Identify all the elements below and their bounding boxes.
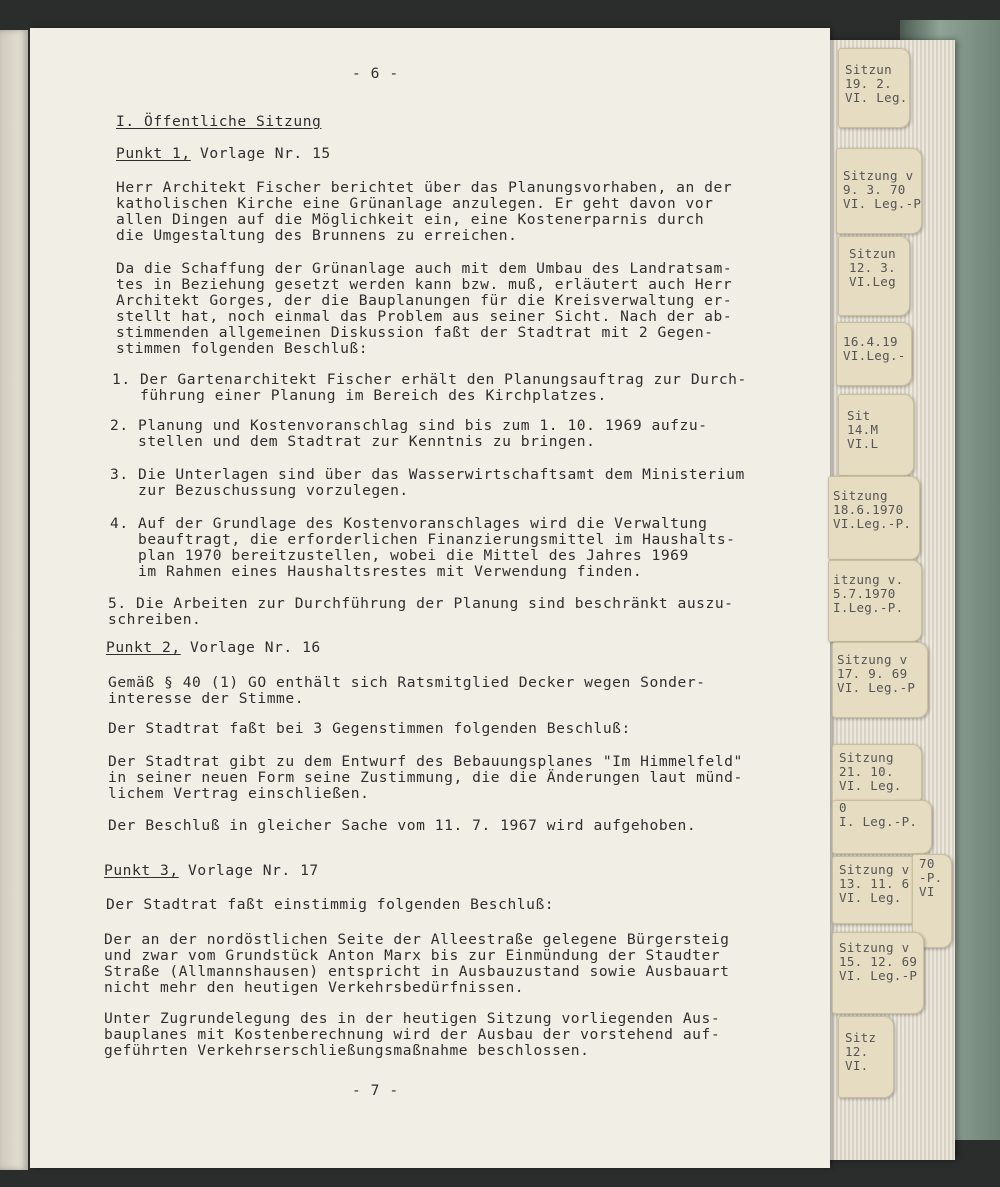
list-item-1-line: führung einer Planung im Bereich des Kirchplatzes. — [112, 387, 607, 404]
list-item-5-line: schreiben. — [108, 611, 202, 628]
list-item-4-line: plan 1970 bereitzustellen, wobei die Mittel des Jahres 1969 — [110, 547, 689, 564]
list-item-3-line: 3. Die Unterlagen sind über das Wasserwirtschaftsamt dem Ministerium — [110, 466, 745, 483]
text-line: tes in Beziehung gesetzt werden kann bzw. muß, erläutert auch Herr — [116, 276, 733, 293]
index-tab[interactable]: Sitzung 21. 10. VI. Leg. — [832, 744, 922, 806]
text-line: in seiner neuen Form seine Zustimmung, die die Änderungen laut münd- — [108, 769, 743, 786]
text-line: Herr Architekt Fischer berichtet über das Planungsvorhaben, an der — [116, 179, 733, 196]
text-line: Der Stadtrat gibt zu dem Entwurf des Bebauungsplanes "Im Himmelfeld" — [108, 753, 743, 770]
punkt-3-heading — [104, 863, 319, 879]
text-line: Gemäß § 40 (1) GO enthält sich Ratsmitglied Decker wegen Sonder- — [108, 674, 706, 691]
index-tab[interactable]: Sitz 12. VI. — [838, 1016, 894, 1098]
text-line: Architekt Gorges, der die Bauplanungen für die Kreisverwaltung er- — [116, 292, 733, 309]
list-item-4-line: 4. Auf der Grundlage des Kostenvoranschlages wird die Verwaltung — [110, 515, 708, 532]
list-item-2-line: stellen und dem Stadtrat zur Kenntnis zu bringen. — [110, 433, 596, 450]
index-tab[interactable]: itzung v. 5.7.1970 I.Leg.-P. — [828, 560, 922, 642]
list-item-1-line: 1. Der Gartenarchitekt Fischer erhält den Planungsauftrag zur Durch- — [112, 371, 747, 388]
punkt-2-heading — [106, 640, 321, 656]
list-item-3-line: zur Bezuschussung vorzulegen. — [110, 482, 409, 499]
text-line: geführten Verkehrserschließungsmaßnahme beschlossen. — [104, 1042, 590, 1059]
document-page — [30, 28, 830, 1168]
text-line: katholischen Kirche eine Grünanlage anzulegen. Er geht davon vor — [116, 195, 714, 212]
index-tab[interactable]: Sitzun 12. 3. VI.Leg — [838, 236, 910, 316]
text-line: und zwar vom Grundstück Anton Marx bis zur Einmündung der Staudter — [104, 947, 721, 964]
page-number-top: - 6 - — [352, 65, 399, 82]
index-tab[interactable]: Sitzung v 15. 12. 69 VI. Leg.-P — [832, 932, 924, 1014]
index-tab[interactable]: 0 I. Leg.-P. — [832, 800, 932, 854]
punkt-3-vorlage: Vorlage Nr. 17 — [178, 862, 319, 879]
list-item-4-line: im Rahmen eines Haushaltsrestes mit Verwendung finden. — [110, 563, 643, 580]
index-tab[interactable]: Sitzun 19. 2. VI. Leg. — [838, 48, 910, 128]
index-tab[interactable]: Sitzung v 13. 11. 6 VI. Leg. — [832, 856, 930, 924]
punkt-1-vorlage: Vorlage Nr. 15 — [190, 145, 331, 162]
text-line: Der an der nordöstlichen Seite der Alleestraße gelegene Bürgersteig — [104, 931, 730, 948]
text-line: Der Beschluß in gleicher Sache vom 11. 7. 1967 wird aufgehoben. — [108, 817, 697, 834]
index-tab[interactable]: Sitzung v 17. 9. 69 VI. Leg.-P — [832, 642, 928, 718]
text-line: lichem Vertrag einschließen. — [108, 785, 370, 802]
text-line: Straße (Allmannshausen) entspricht in Ausbauzustand sowie Ausbauart — [104, 963, 730, 980]
text-line: interesse der Stimme. — [108, 690, 305, 707]
text-line: stimmenden allgemeinen Diskussion faßt der Stadtrat mit 2 Gegen- — [116, 324, 714, 341]
index-tab[interactable]: 70 -P. VI — [912, 854, 952, 948]
punkt-1-heading — [116, 146, 331, 162]
list-item-2-line: 2. Planung und Kostenvoranschlag sind bis zum 1. 10. 1969 aufzu- — [110, 417, 708, 434]
text-line: Unter Zugrundelegung des in der heutigen Sitzung vorliegenden Aus- — [104, 1010, 721, 1027]
text-line: die Umgestaltung des Brunnens zu erreichen. — [116, 227, 518, 244]
punkt-2-label: Punkt 2, — [106, 639, 181, 656]
index-tab[interactable]: Sitzung v 9. 3. 70 VI. Leg.-P — [836, 148, 922, 234]
punkt-2-vorlage: Vorlage Nr. 16 — [180, 639, 321, 656]
index-tab[interactable]: Sit 14.M VI.L — [838, 394, 914, 476]
text-line: Der Stadtrat faßt bei 3 Gegenstimmen folgenden Beschluß: — [108, 720, 631, 737]
text-line: Da die Schaffung der Grünanlage auch mit dem Umbau des Landratsam- — [116, 260, 733, 277]
punkt-1-label: Punkt 1, — [116, 145, 191, 162]
text-line: bauplanes mit Kostenberechnung wird der Ausbau der vorstehend auf- — [104, 1026, 721, 1043]
text-line: nicht mehr den heutigen Verkehrsbedürfnissen. — [104, 979, 525, 996]
text-line: stellt hat, noch einmal das Problem aus seiner Sicht. Nach der ab- — [116, 308, 733, 325]
left-page-edge — [0, 30, 28, 1170]
text-line: stimmen folgenden Beschluß: — [116, 340, 369, 357]
list-item-4-line: beauftragt, die erforderlichen Finanzierungsmittel im Haushalts- — [110, 531, 736, 548]
list-item-5-line: 5. Die Arbeiten zur Durchführung der Planung sind beschränkt auszu- — [108, 595, 734, 612]
text-line: allen Dingen auf die Möglichkeit ein, eine Kostenerparnis durch — [116, 211, 705, 228]
page-number-bottom: - 7 - — [352, 1082, 399, 1099]
text-line: Der Stadtrat faßt einstimmig folgenden Beschluß: — [106, 896, 555, 913]
punkt-3-label: Punkt 3, — [104, 862, 179, 879]
section-title: I. Öffentliche Sitzung — [116, 113, 322, 130]
index-tab[interactable]: 16.4.19 VI.Leg.- — [836, 322, 912, 386]
index-tab[interactable]: Sitzung 18.6.1970 VI.Leg.-P. — [828, 476, 920, 560]
